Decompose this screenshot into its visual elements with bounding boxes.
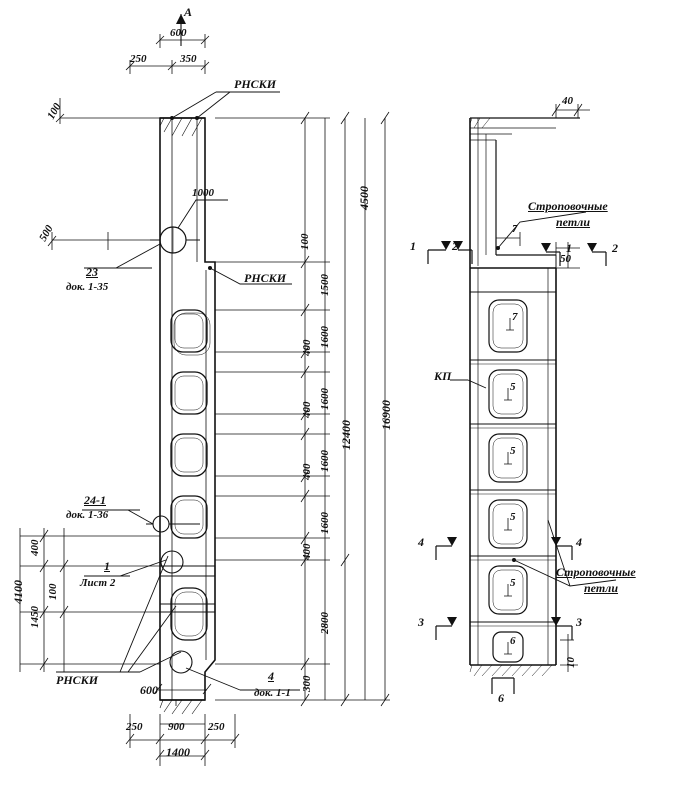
section-mark-3-left: 3 xyxy=(418,615,424,629)
dim-b-250-left: 250 xyxy=(126,721,143,733)
note-1: 1 xyxy=(104,559,110,573)
note-dok-1-35: док. 1-35 xyxy=(66,281,109,293)
section-mark-4-right: 4 xyxy=(576,535,582,549)
label-strop-petli-top-2: петли xyxy=(556,215,591,229)
dim-side-7: 7 xyxy=(512,223,518,235)
section-mark-2-left: 2 xyxy=(452,239,458,253)
dim-r-4500: 4500 xyxy=(357,186,371,210)
dim-l-4100: 4100 xyxy=(11,580,25,604)
dim-r-400-a: 400 xyxy=(301,339,313,356)
note-24-1: 24-1 xyxy=(84,493,106,507)
label-kp: КП xyxy=(434,369,452,383)
label-strop-petli-bottom-2: петли xyxy=(584,581,619,595)
dim-side-50: 50 xyxy=(560,253,571,265)
dim-top-350: 350 xyxy=(180,53,197,65)
dim-r-1600-c: 1600 xyxy=(319,450,331,472)
dim-r-1600-a: 1600 xyxy=(319,326,331,348)
dim-r-1600-b: 1600 xyxy=(319,388,331,410)
section-mark-3-right: 3 xyxy=(576,615,582,629)
dim-r-300: 300 xyxy=(301,675,313,692)
dim-r-1600-d: 1600 xyxy=(319,512,331,534)
dim-top-250: 250 xyxy=(130,53,147,65)
dim-l-100: 100 xyxy=(47,583,59,600)
section-mark-a: А xyxy=(184,5,193,19)
note-rnski-bottom: РНСКИ xyxy=(56,673,99,687)
section-mark-4-left: 4 xyxy=(418,535,424,549)
note-1000: 1000 xyxy=(192,187,214,199)
dim-b-250-right: 250 xyxy=(208,721,225,733)
note-4: 4 xyxy=(268,669,274,683)
cell-mark-5-c: 5 xyxy=(510,511,516,523)
section-mark-2-right: 2 xyxy=(612,241,618,255)
cell-mark-6: 6 xyxy=(510,635,516,647)
dim-l-1450: 1450 xyxy=(29,606,41,628)
label-strop-petli-bottom-1: Строповочные xyxy=(556,565,636,579)
dim-b-600: 600 xyxy=(140,683,158,697)
cell-mark-5-a: 5 xyxy=(510,381,516,393)
note-rnski-mid: РНСКИ xyxy=(244,271,287,285)
note-rnski-top: РНСКИ xyxy=(234,77,277,91)
note-list-2: Лист 2 xyxy=(80,577,116,589)
dim-r-16900: 16900 xyxy=(379,400,393,430)
cell-mark-5-b: 5 xyxy=(510,445,516,457)
dim-r-2800: 2800 xyxy=(319,612,331,634)
dim-b-1400: 1400 xyxy=(166,745,190,759)
section-mark-1-left: 1 xyxy=(410,239,416,253)
section-mark-6: 6 xyxy=(498,691,504,705)
dim-r-400-b: 400 xyxy=(301,401,313,418)
note-23: 23 xyxy=(86,265,98,279)
note-dok-1-36: док. 1-36 xyxy=(66,509,109,521)
dim-l-400: 400 xyxy=(29,539,41,556)
dim-left-100: 100 xyxy=(45,101,64,122)
cell-mark-5-d: 5 xyxy=(510,577,516,589)
dim-top-600: 600 xyxy=(170,27,187,39)
label-strop-petli-top-1: Строповочные xyxy=(528,199,608,213)
dim-side-10: 10 xyxy=(565,657,577,668)
dim-left-500: 500 xyxy=(37,223,56,244)
note-dok-1-1: док. 1-1 xyxy=(254,687,291,699)
dim-b-900: 900 xyxy=(168,721,185,733)
dim-r-400-c: 400 xyxy=(301,463,313,480)
dim-r-400-d: 400 xyxy=(301,543,313,560)
section-mark-1-right: 1 xyxy=(566,241,572,255)
dim-side-40: 40 xyxy=(562,95,573,107)
dim-r-12400: 12400 xyxy=(339,420,353,450)
dim-r-100: 100 xyxy=(299,233,311,250)
dim-r-1500: 1500 xyxy=(319,274,331,296)
cell-mark-7: 7 xyxy=(512,311,518,323)
